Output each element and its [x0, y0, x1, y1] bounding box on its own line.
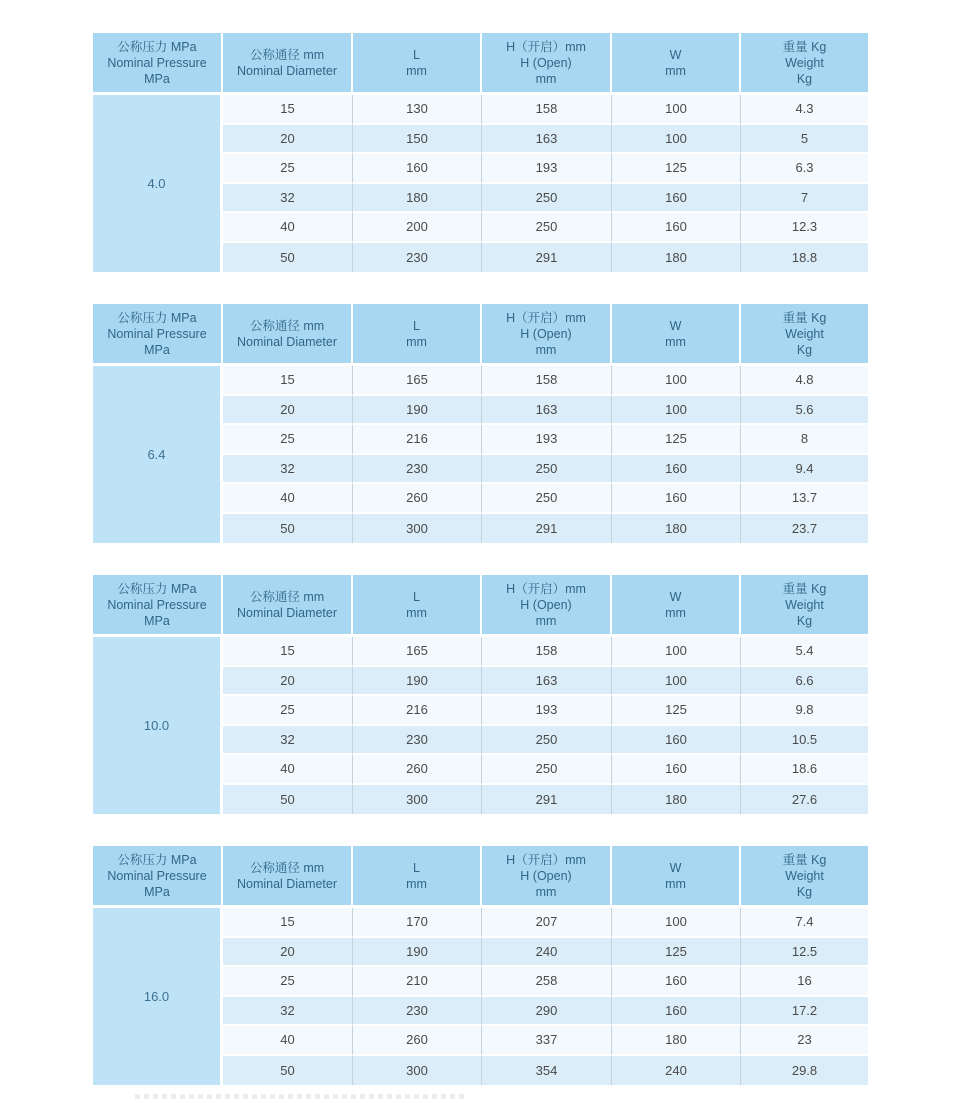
header-cell-length [353, 33, 482, 95]
data-cell: 25 [223, 154, 353, 184]
header-nominal-pressure-line: MPa [144, 613, 170, 628]
data-cell: 260 [353, 484, 482, 514]
data-cell: 32 [223, 184, 353, 214]
header-weight-line: Weight [785, 597, 824, 612]
header-cell-weight [741, 575, 868, 637]
data-cell: 20 [223, 938, 353, 968]
data-cell: 300 [353, 1056, 482, 1086]
data-cell: 260 [353, 755, 482, 785]
data-cell: 337 [482, 1026, 612, 1056]
data-cell: 100 [612, 396, 741, 426]
header-length-line: L [413, 47, 420, 62]
data-cell: 230 [353, 455, 482, 485]
header-height-open-line: mm [535, 613, 557, 628]
data-cell: 180 [353, 184, 482, 214]
data-cell: 150 [353, 125, 482, 155]
data-cell: 207 [482, 908, 612, 938]
header-nominal-pressure-line: 公称压力 MPa [117, 581, 197, 596]
data-cell: 100 [612, 667, 741, 697]
data-cell: 6.6 [741, 667, 868, 697]
data-cell: 16 [741, 967, 868, 997]
data-cell: 190 [353, 396, 482, 426]
data-cell: 32 [223, 455, 353, 485]
data-cell: 158 [482, 95, 612, 125]
data-cell: 291 [482, 514, 612, 544]
data-cell: 170 [353, 908, 482, 938]
header-height-open-line: H（开启）mm [506, 39, 586, 54]
data-cell: 300 [353, 785, 482, 815]
header-cell-nominal-pressure [93, 846, 223, 908]
header-height-open-line: H (Open) [520, 597, 572, 612]
data-cell: 12.3 [741, 213, 868, 243]
header-cell-height-open [482, 33, 612, 95]
header-length-line: mm [406, 605, 427, 620]
header-cell-length [353, 575, 482, 637]
data-cell: 17.2 [741, 997, 868, 1027]
data-cell: 50 [223, 243, 353, 273]
header-width-line: mm [665, 876, 686, 891]
data-cell: 20 [223, 125, 353, 155]
data-cell: 9.4 [741, 455, 868, 485]
header-width-line: mm [665, 605, 686, 620]
header-nominal-pressure-line: 公称压力 MPa [117, 852, 197, 867]
data-cell: 260 [353, 1026, 482, 1056]
header-nominal-pressure-line: 公称压力 MPa [117, 39, 197, 54]
data-cell: 100 [612, 908, 741, 938]
header-nominal-diameter-line: 公称通径 mm [249, 47, 325, 62]
header-height-open-line: H (Open) [520, 326, 572, 341]
data-cell: 160 [612, 755, 741, 785]
header-height-open-line: mm [535, 71, 557, 86]
header-nominal-pressure-line: MPa [144, 71, 170, 86]
header-height-open-line: mm [535, 884, 557, 899]
data-cell: 163 [482, 396, 612, 426]
data-cell: 15 [223, 95, 353, 125]
header-cell-length [353, 846, 482, 908]
data-cell: 250 [482, 484, 612, 514]
data-cell: 290 [482, 997, 612, 1027]
header-nominal-pressure-line: MPa [144, 342, 170, 357]
header-cell-nominal-diameter [223, 575, 353, 637]
data-cell: 5.4 [741, 637, 868, 667]
header-cell-length [353, 304, 482, 366]
header-weight-line: 重量 Kg [782, 39, 827, 54]
clipped-footnote-text [135, 1094, 465, 1099]
data-cell: 12.5 [741, 938, 868, 968]
data-cell: 18.8 [741, 243, 868, 273]
data-cell: 291 [482, 785, 612, 815]
header-nominal-pressure-line: Nominal Pressure [107, 597, 207, 612]
header-cell-width [612, 575, 741, 637]
header-length-line: L [413, 589, 420, 604]
data-cell: 40 [223, 755, 353, 785]
data-cell: 300 [353, 514, 482, 544]
data-cell: 158 [482, 637, 612, 667]
data-cell: 158 [482, 366, 612, 396]
data-cell: 240 [482, 938, 612, 968]
header-cell-nominal-pressure [93, 304, 223, 366]
header-nominal-diameter-line: 公称通径 mm [249, 860, 325, 875]
header-height-open-line: H (Open) [520, 55, 572, 70]
data-cell: 25 [223, 425, 353, 455]
header-cell-height-open [482, 575, 612, 637]
data-cell: 50 [223, 785, 353, 815]
header-length-line: mm [406, 334, 427, 349]
pressure-value: 4.0 [93, 95, 223, 272]
data-cell: 8 [741, 425, 868, 455]
data-cell: 15 [223, 366, 353, 396]
data-cell: 160 [612, 997, 741, 1027]
data-cell: 250 [482, 755, 612, 785]
header-nominal-diameter-line: Nominal Diameter [236, 605, 338, 620]
data-cell: 20 [223, 667, 353, 697]
header-cell-nominal-pressure [93, 575, 223, 637]
header-width-line: mm [665, 63, 686, 78]
data-cell: 29.8 [741, 1056, 868, 1086]
data-cell: 125 [612, 696, 741, 726]
data-cell: 165 [353, 366, 482, 396]
data-cell: 230 [353, 997, 482, 1027]
header-weight-line: Weight [785, 326, 824, 341]
header-nominal-pressure-line: Nominal Pressure [107, 55, 207, 70]
header-height-open-line: H（开启）mm [506, 852, 586, 867]
data-cell: 9.8 [741, 696, 868, 726]
spec-table-pressure-16-0 [93, 846, 868, 1085]
data-cell: 7 [741, 184, 868, 214]
data-cell: 6.3 [741, 154, 868, 184]
data-cell: 125 [612, 425, 741, 455]
data-cell: 130 [353, 95, 482, 125]
data-cell: 180 [612, 1026, 741, 1056]
header-cell-weight [741, 304, 868, 366]
data-cell: 250 [482, 726, 612, 756]
data-cell: 230 [353, 243, 482, 273]
header-weight-line: Weight [785, 55, 824, 70]
data-cell: 180 [612, 785, 741, 815]
data-cell: 125 [612, 154, 741, 184]
pressure-value: 16.0 [93, 908, 223, 1085]
data-cell: 160 [612, 967, 741, 997]
data-cell: 190 [353, 667, 482, 697]
header-height-open-line: H（开启）mm [506, 581, 586, 596]
data-cell: 32 [223, 726, 353, 756]
data-cell: 40 [223, 484, 353, 514]
header-nominal-diameter-line: Nominal Diameter [236, 334, 338, 349]
data-cell: 190 [353, 938, 482, 968]
header-cell-height-open [482, 304, 612, 366]
data-cell: 25 [223, 696, 353, 726]
header-cell-width [612, 304, 741, 366]
header-height-open-line: mm [535, 342, 557, 357]
header-cell-weight [741, 846, 868, 908]
header-cell-nominal-diameter [223, 33, 353, 95]
header-length-line: L [413, 318, 420, 333]
data-cell: 23 [741, 1026, 868, 1056]
data-cell: 160 [353, 154, 482, 184]
data-cell: 100 [612, 125, 741, 155]
data-cell: 15 [223, 637, 353, 667]
data-cell: 5.6 [741, 396, 868, 426]
data-cell: 160 [612, 484, 741, 514]
data-cell: 163 [482, 125, 612, 155]
header-height-open-line: H (Open) [520, 868, 572, 883]
spec-table-pressure-6-4 [93, 304, 868, 543]
data-cell: 216 [353, 696, 482, 726]
data-cell: 258 [482, 967, 612, 997]
data-cell: 160 [612, 455, 741, 485]
spec-table-pressure-10-0 [93, 575, 868, 814]
header-nominal-pressure-line: MPa [144, 884, 170, 899]
header-weight-line: 重量 Kg [782, 581, 827, 596]
data-cell: 216 [353, 425, 482, 455]
data-cell: 4.8 [741, 366, 868, 396]
header-nominal-pressure-line: Nominal Pressure [107, 868, 207, 883]
data-cell: 32 [223, 997, 353, 1027]
data-cell: 100 [612, 637, 741, 667]
data-cell: 20 [223, 396, 353, 426]
header-weight-line: 重量 Kg [782, 852, 827, 867]
data-cell: 160 [612, 184, 741, 214]
data-cell: 10.5 [741, 726, 868, 756]
data-cell: 250 [482, 455, 612, 485]
data-cell: 200 [353, 213, 482, 243]
data-cell: 354 [482, 1056, 612, 1086]
pressure-value: 10.0 [93, 637, 223, 814]
header-width-line: W [669, 860, 682, 875]
data-cell: 163 [482, 667, 612, 697]
pressure-value: 6.4 [93, 366, 223, 543]
data-cell: 50 [223, 514, 353, 544]
header-nominal-pressure-line: 公称压力 MPa [117, 310, 197, 325]
data-cell: 193 [482, 696, 612, 726]
header-cell-height-open [482, 846, 612, 908]
data-cell: 50 [223, 1056, 353, 1086]
data-cell: 23.7 [741, 514, 868, 544]
header-cell-width [612, 846, 741, 908]
header-cell-nominal-diameter [223, 304, 353, 366]
header-width-line: W [669, 318, 682, 333]
header-nominal-diameter-line: 公称通径 mm [249, 589, 325, 604]
header-weight-line: Kg [796, 342, 813, 357]
header-nominal-diameter-line: Nominal Diameter [236, 876, 338, 891]
header-length-line: L [413, 860, 420, 875]
data-cell: 250 [482, 184, 612, 214]
header-nominal-diameter-line: Nominal Diameter [236, 63, 338, 78]
data-cell: 180 [612, 514, 741, 544]
data-cell: 125 [612, 938, 741, 968]
header-nominal-diameter-line: 公称通径 mm [249, 318, 325, 333]
data-cell: 240 [612, 1056, 741, 1086]
data-cell: 160 [612, 213, 741, 243]
header-weight-line: Kg [796, 884, 813, 899]
header-height-open-line: H（开启）mm [506, 310, 586, 325]
header-cell-nominal-diameter [223, 846, 353, 908]
header-length-line: mm [406, 876, 427, 891]
data-cell: 160 [612, 726, 741, 756]
header-weight-line: Kg [796, 613, 813, 628]
data-cell: 18.6 [741, 755, 868, 785]
data-cell: 27.6 [741, 785, 868, 815]
data-cell: 210 [353, 967, 482, 997]
data-cell: 25 [223, 967, 353, 997]
data-cell: 100 [612, 366, 741, 396]
header-width-line: mm [665, 334, 686, 349]
data-cell: 291 [482, 243, 612, 273]
data-cell: 15 [223, 908, 353, 938]
data-cell: 230 [353, 726, 482, 756]
data-cell: 7.4 [741, 908, 868, 938]
header-weight-line: Kg [796, 71, 813, 86]
data-cell: 4.3 [741, 95, 868, 125]
data-cell: 180 [612, 243, 741, 273]
data-cell: 193 [482, 425, 612, 455]
data-cell: 40 [223, 1026, 353, 1056]
data-cell: 40 [223, 213, 353, 243]
data-cell: 100 [612, 95, 741, 125]
valve-spec-sheet [93, 33, 868, 1117]
header-nominal-pressure-line: Nominal Pressure [107, 326, 207, 341]
data-cell: 250 [482, 213, 612, 243]
data-cell: 13.7 [741, 484, 868, 514]
spec-table-pressure-4-0 [93, 33, 868, 272]
header-weight-line: Weight [785, 868, 824, 883]
header-length-line: mm [406, 63, 427, 78]
data-cell: 165 [353, 637, 482, 667]
data-cell: 5 [741, 125, 868, 155]
header-cell-weight [741, 33, 868, 95]
header-width-line: W [669, 589, 682, 604]
header-cell-width [612, 33, 741, 95]
data-cell: 193 [482, 154, 612, 184]
header-width-line: W [669, 47, 682, 62]
header-weight-line: 重量 Kg [782, 310, 827, 325]
header-cell-nominal-pressure [93, 33, 223, 95]
